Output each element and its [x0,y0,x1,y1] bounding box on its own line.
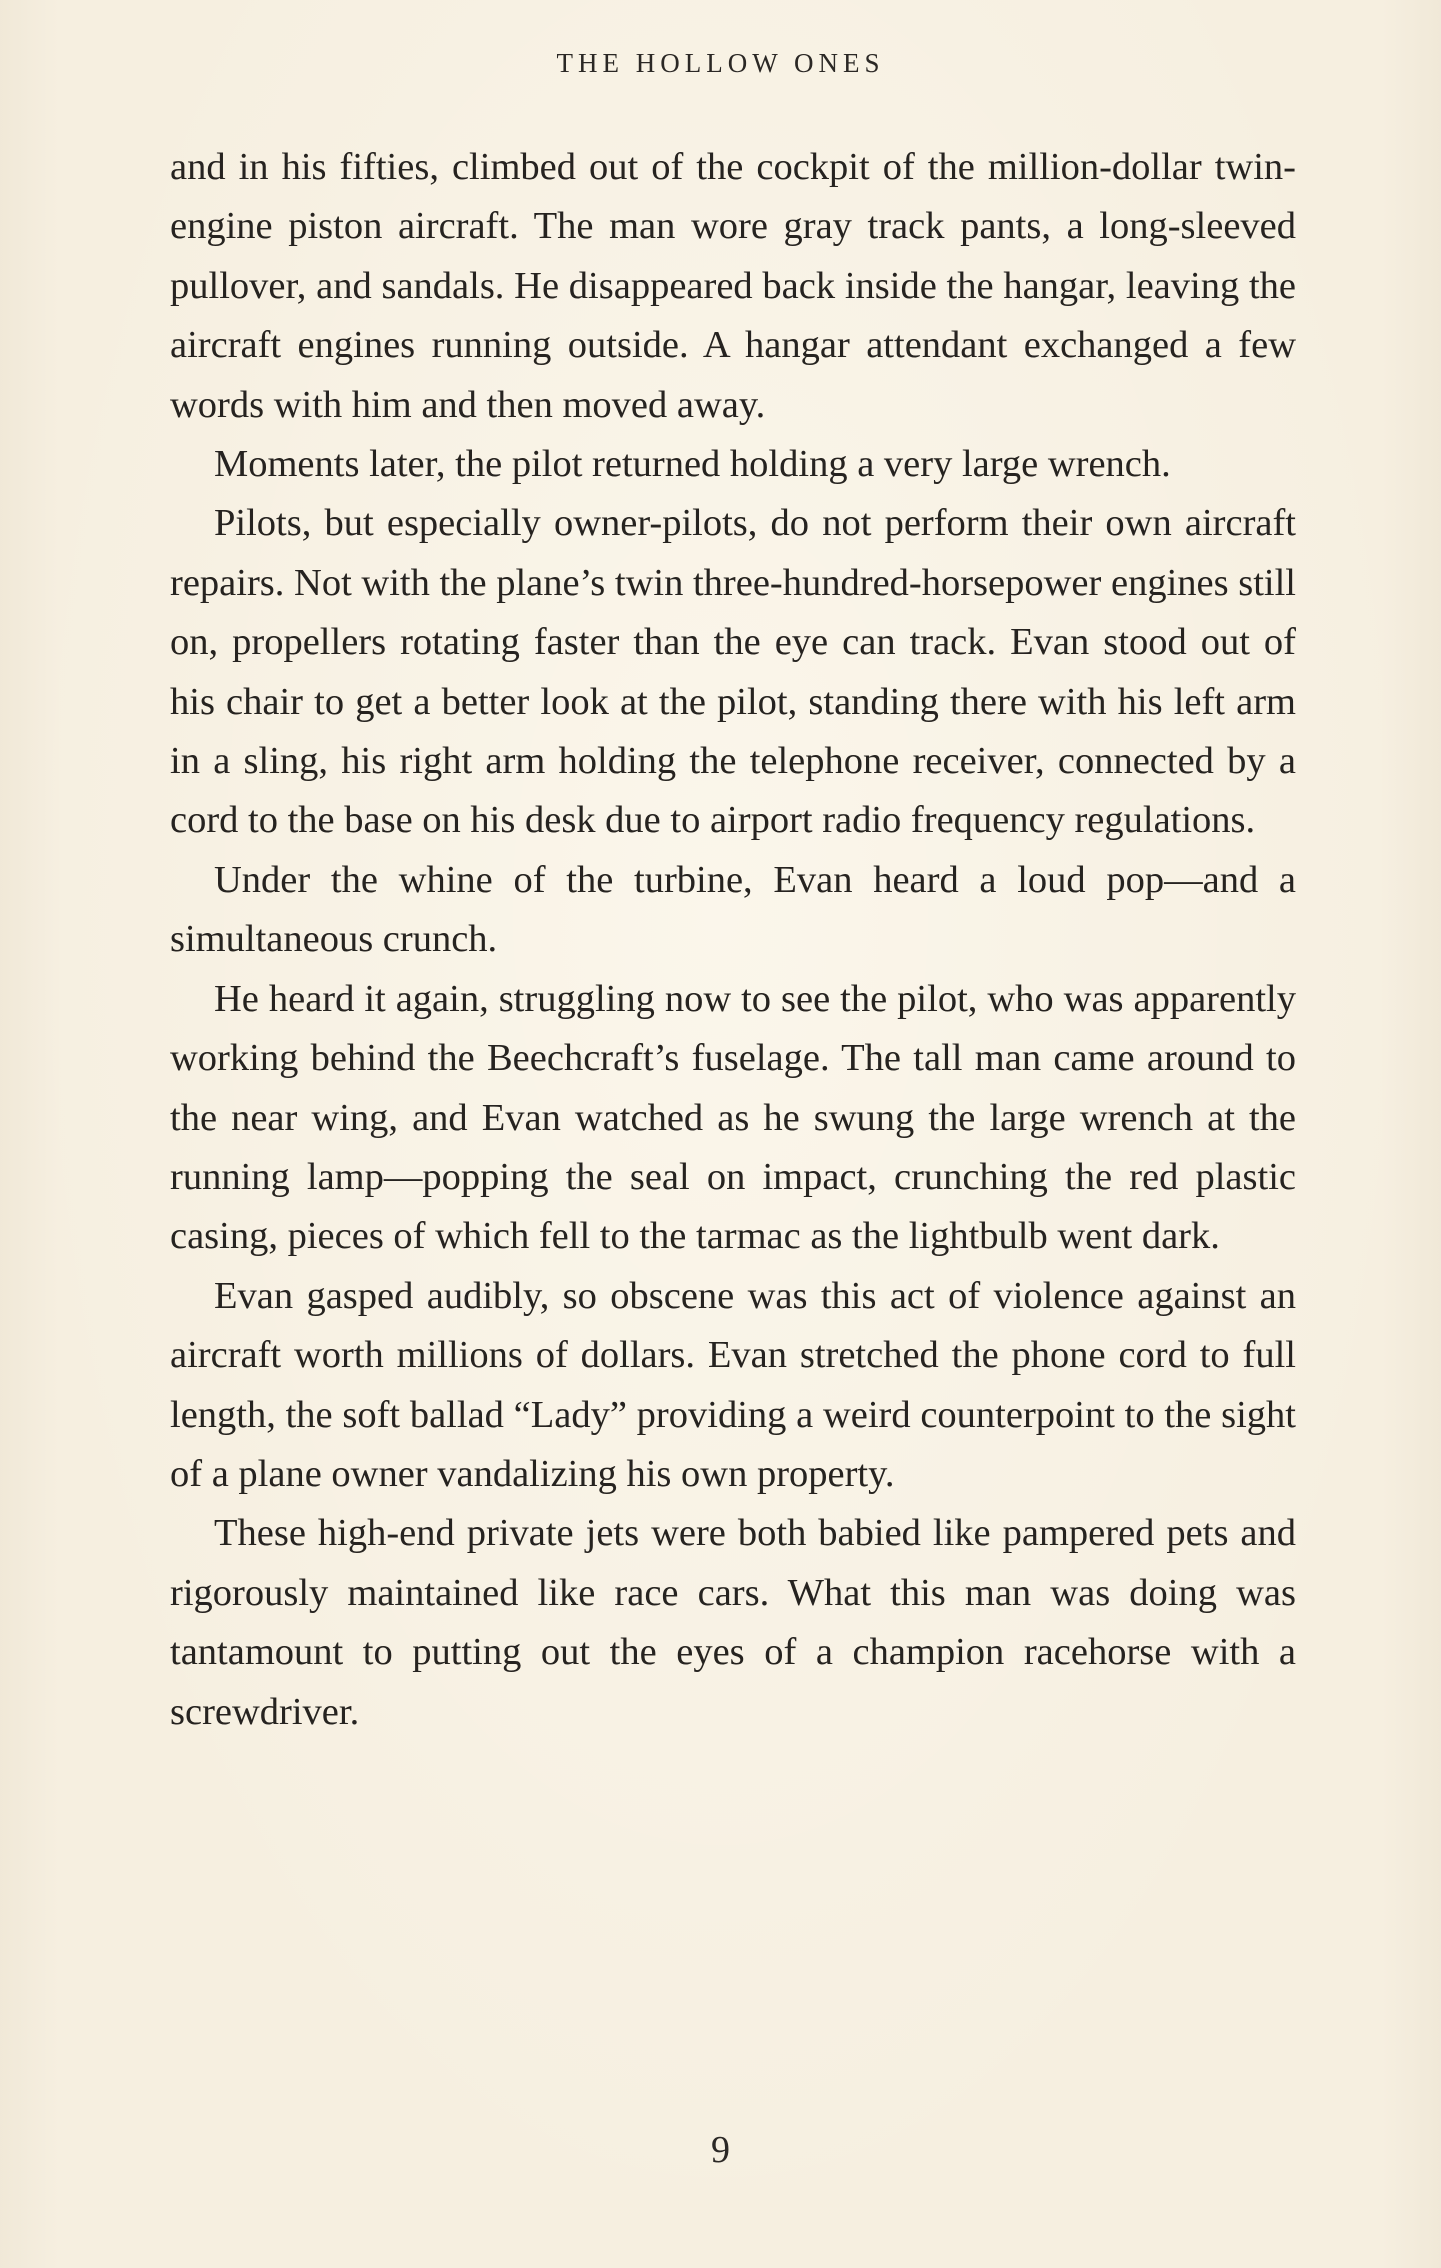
paragraph: Under the whine of the turbine, Evan heard a loud pop—and a simultaneous crunch. [170,858,1296,961]
page-number: 9 [711,2129,730,2171]
paragraph: He heard it again, struggling now to see the pilot, who was apparently working behind the Beechcraft’s fuselage. The tall man came around to the near wing, and Evan watched as he swung the large wrench at the running lamp—popping the seal on impact, crunching the red plastic casing, pieces of which fell to the tarmac as the lightbulb went dark. [170,977,1296,1258]
paragraph-continued: and in his fifties, climbed out of the cockpit of the million-dollar twin-engine piston aircraft. The man wore gray track pants, a long-sleeved pullover, and sandals. He disappeared back inside the hangar, leaving the aircraft engines running outside. A hangar attendant exchanged a few words with him and then moved away. [170,146,1296,426]
body-text [170,138,1296,1742]
paragraph: Moments later, the pilot returned holding a very large wrench. [214,443,1171,486]
running-head: THE HOLLOW ONES [556,48,885,78]
paragraph: These high-end private jets were both babied like pampered pets and rigorously maintained like race cars. What this man was doing was tantamount to putting out the eyes of a champion racehorse with a screwdriver. [170,1512,1296,1733]
paragraph: Pilots, but especially owner-pilots, do not perform their own aircraft repairs. Not with the plane’s twin three-hundred-horsepower engines still on, propellers rotating faster than the eye can track. Evan stood out of his chair to get a better look at the pilot, standing there with his left arm in a sling, his right arm holding the telephone receiver, connected by a cord to the base on his desk due to airport radio frequency regulations. [170,502,1296,842]
paragraph: Evan gasped audibly, so obscene was this act of violence against an aircraft worth millions of dollars. Evan stretched the phone cord to full length, the soft ballad “Lady” providing a weird counterpoint to the sight of a plane owner vandalizing his own property. [170,1274,1296,1495]
